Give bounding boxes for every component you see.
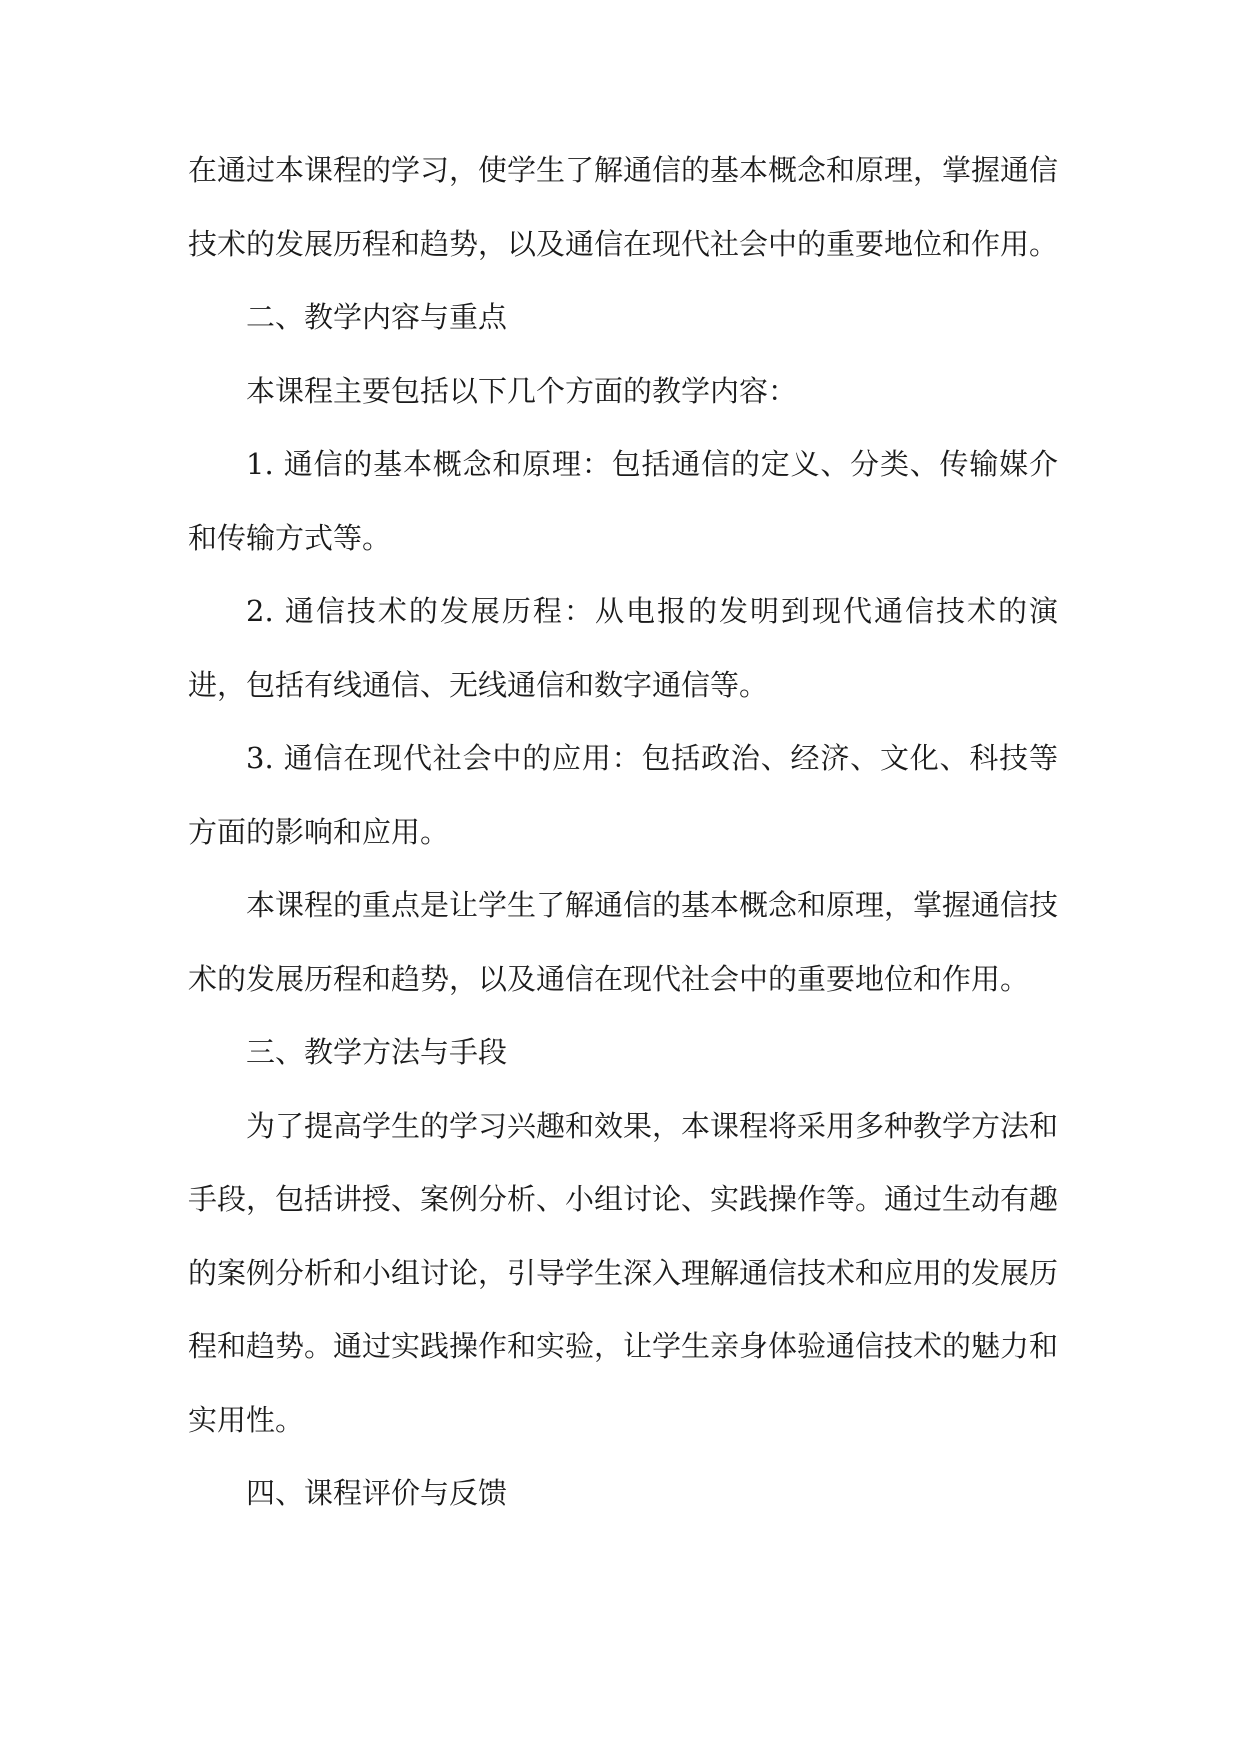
list-item-1: 1. 通信的基本概念和原理：包括通信的定义、分类、传输媒介和传输方式等。 xyxy=(188,447,1058,555)
paragraph-intro-continuation: 在通过本课程的学习，使学生了解通信的基本概念和原理，掌握通信技术的发展历程和趋势，以及通信在现代社会中的重要地位和作用。 xyxy=(188,153,1059,261)
paragraph-key-points: 本课程的重点是让学生了解通信的基本概念和原理，掌握通信技术的发展历程和趋势，以及通信在现代社会中的重要地位和作用。 xyxy=(188,888,1059,996)
list-item-3: 3. 通信在现代社会中的应用：包括政治、经济、文化、科技等方面的影响和应用。 xyxy=(188,741,1058,849)
list-item-2: 2. 通信技术的发展历程：从电报的发明到现代通信技术的演进，包括有线通信、无线通信和数字通信等。 xyxy=(188,594,1058,702)
paragraph-content-intro: 本课程主要包括以下几个方面的教学内容： xyxy=(246,373,798,408)
document-body xyxy=(188,134,1058,1531)
section-heading-3: 三、教学方法与手段 xyxy=(246,1035,508,1069)
section-heading-2: 二、教学内容与重点 xyxy=(246,300,508,334)
section-heading-4: 四、课程评价与反馈 xyxy=(246,1476,508,1510)
paragraph-methods: 为了提高学生的学习兴趣和效果，本课程将采用多种教学方法和手段，包括讲授、案例分析、小组讨论、实践操作等。通过生动有趣的案例分析和小组讨论，引导学生深入理解通信技术和应用的发展历程和趋势。通过实践操作和实验，让学生亲身体验通信技术的魅力和实用性。 xyxy=(188,1108,1059,1437)
